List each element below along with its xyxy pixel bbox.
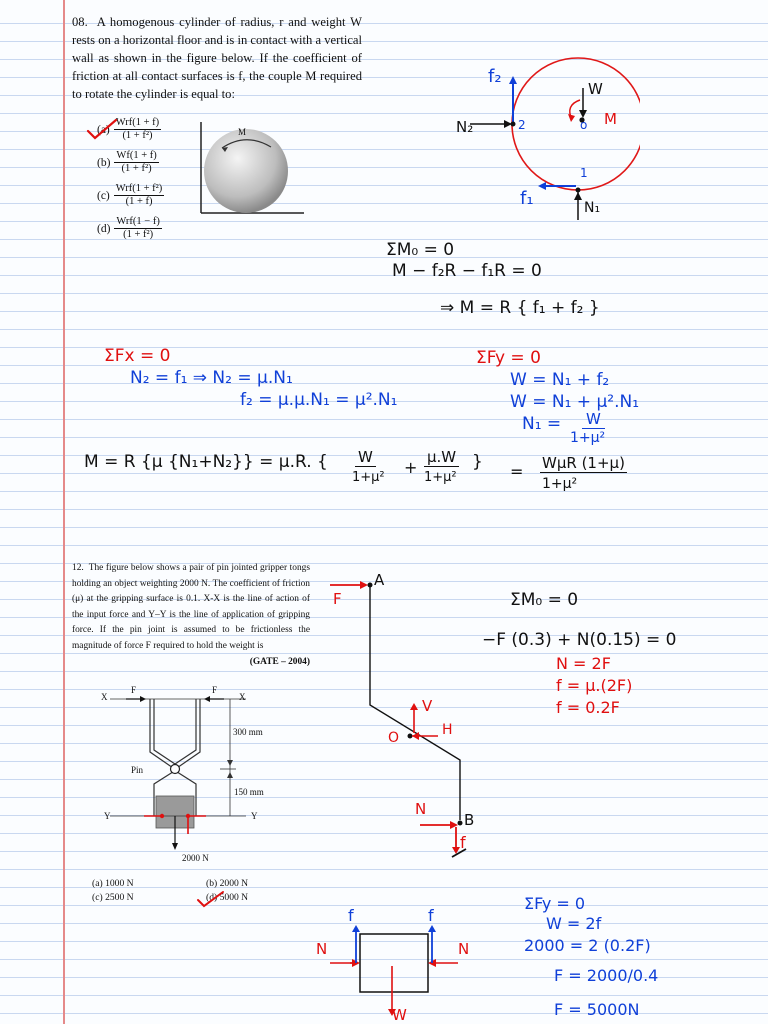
lever-h-label: H (442, 722, 453, 738)
q8-moment-result: ⇒ M = R { f₁ + f₂ } (440, 298, 600, 318)
q12-number: 12. (72, 563, 84, 573)
q12-option-d[interactable]: (d) 5000 N (206, 892, 249, 903)
q12-option-a[interactable]: (a) 1000 N (92, 878, 134, 889)
lever-v-label: V (422, 697, 433, 715)
q8-moment-eq: M − f₂R − f₁R = 0 (392, 261, 542, 281)
q8-final-eq-left: M = R {μ {N₁+N₂}} = μ.R. { (84, 452, 328, 472)
q8-sum-fy: ΣFy = 0 (476, 348, 541, 368)
q12-fy-eq2: 2000 = 2 (0.2F) (524, 936, 651, 955)
q12-moment-eq: −F (0.3) + N(0.15) = 0 (482, 630, 677, 650)
block-n-left: N (316, 940, 328, 958)
fbd-n2-label: N₂ (456, 118, 474, 136)
q12-text-block (72, 561, 310, 670)
q8-option-b[interactable] (97, 150, 159, 175)
fbd-f2-label: f₂ (488, 66, 502, 87)
q12-f-eq1: f = μ.(2F) (556, 676, 633, 695)
q8-number: 08. (72, 15, 88, 29)
option-key: (c) (97, 189, 110, 202)
fig-pin-label: Pin (131, 765, 144, 775)
q8-cylinder-figure (196, 120, 306, 216)
q8-fx-eq2: f₂ = μ.μ.N₁ = μ².N₁ (240, 390, 398, 410)
q12-source: (GATE – 2004) (249, 656, 310, 667)
fbd-f1-label: f₁ (520, 188, 534, 209)
option-fraction: $\frac{Wf(1 + f)}{\text{(1 + f²)}}$ (116, 150, 157, 174)
lever-b-label: B (464, 811, 475, 829)
q12-fy-eq1: W = 2f (546, 914, 602, 933)
fig-f-left: F (131, 685, 137, 695)
q8-text-block (72, 13, 362, 103)
fig-load-label: 2000 N (182, 853, 209, 863)
q12-tongs-figure (96, 684, 276, 864)
q12-sum-moment: ΣM₀ = 0 (510, 590, 579, 610)
q12-f-eq2: f = 0.2F (556, 698, 620, 717)
q8-fy-eq3-den: 1+μ² (570, 430, 606, 446)
fbd-point-2-label: 2 (518, 118, 526, 132)
q8-final-result-den: 1+μ² (542, 476, 578, 492)
q12-sum-fy: ΣFy = 0 (524, 894, 586, 913)
option-key: (b) (97, 156, 111, 169)
fbd-m-label: M (604, 110, 617, 128)
q8-fy-eq1: W = N₁ + f₂ (510, 370, 610, 390)
fbd-center-o-label: o (580, 118, 588, 132)
q8-question: A homogenous cylinder of radius, r and weight W rests on a horizontal floor and is in contact with a vertical wall as shown in the figure below. If the coefficient of friction at all contact surfaces is f, the couple M required to rotate the cylinder is equal to: (72, 15, 362, 101)
q12-option-c[interactable]: (c) 2500 N (92, 892, 134, 903)
q12-fy-result: F = 5000N (554, 1000, 640, 1019)
lever-friction-label: f (460, 833, 466, 852)
fig-x-left: X (101, 692, 108, 702)
block-w-label: W (392, 1006, 407, 1024)
q8-fx-eq1: N₂ = f₁ ⇒ N₂ = μ.N₁ (130, 368, 293, 388)
option-fraction: $\frac{\text{Wrf(1 + f)}}{\text{(1 + f²)}}$ (115, 117, 160, 141)
q8-final-plus: + (404, 458, 418, 477)
option-fraction: $\frac{\text{Wrf(1 − f)}}{\text{(1 + f²)}}$ (116, 216, 160, 240)
q8-option-d[interactable] (97, 216, 162, 241)
block-n-right: N (458, 940, 470, 958)
q8-final-result-num: WμR (1+μ) (542, 454, 625, 472)
q12-option-b[interactable]: (b) 2000 N (206, 878, 249, 889)
fbd-w-label: W (588, 80, 603, 98)
fbd-n1-label: N₁ (584, 200, 601, 216)
q12-n-eq: N = 2F (556, 654, 611, 673)
q8-final-term2-den: 1+μ² (424, 470, 457, 485)
option-fraction: $\frac{\text{Wrf(1 + f²)}}{(1 + f)}$ (115, 183, 163, 207)
fig-dim-300: 300 mm (233, 727, 263, 737)
q12-block-fbd (330, 920, 490, 1024)
lever-o-label: O (388, 730, 400, 746)
q8-answer-check-mark (86, 118, 120, 140)
fig-f-right: F (212, 685, 218, 695)
lever-a-label: A (374, 571, 385, 589)
fig-y-left: Y (104, 811, 111, 821)
fig-dim-150: 150 mm (234, 787, 264, 797)
q8-option-c[interactable] (97, 183, 164, 208)
q12-fy-eq3: F = 2000/0.4 (554, 966, 659, 985)
q8-fy-eq3-num: W (582, 410, 605, 429)
q12-question: The figure below shows a pair of pin jointed gripper tongs holding an object weighting 2000 N. The coefficient of friction (μ) at the gripping surface is 0.1. X-X is the line of action of the input force and Y–Y is the line of application of gripping force. If the pin joint is assumed to be frictionless the magnitude of force F required to hold the weight is (72, 563, 310, 651)
lever-f-label: F (333, 590, 342, 608)
option-key: (d) (97, 222, 111, 235)
option-key: (a) (97, 123, 110, 136)
block-f-left: f (348, 906, 354, 925)
q12-answer-check-mark (196, 890, 226, 908)
fbd-point-1-label: 1 (580, 166, 588, 180)
q8-final-equals: = (510, 462, 524, 481)
q8-fy-eq2: W = N₁ + μ².N₁ (510, 392, 640, 412)
q8-final-term2-num: μ.W (424, 448, 459, 467)
fig-y-right: Y (251, 811, 258, 821)
q8-figure-moment-label: M (238, 127, 247, 137)
fig-x-right: X (239, 692, 246, 702)
block-f-right: f (428, 906, 434, 925)
notebook-margin-line (63, 0, 65, 1024)
q8-final-term1-num: W (355, 448, 376, 467)
q8-final-close: } (472, 452, 483, 472)
q8-sum-moment: ΣM₀ = 0 (386, 240, 455, 260)
lever-n-label: N (415, 800, 427, 818)
q8-final-term1-den: 1+μ² (352, 470, 385, 485)
q8-sum-fx: ΣFx = 0 (104, 346, 171, 366)
q8-fy-eq3-lhs: N₁ = (522, 414, 562, 434)
